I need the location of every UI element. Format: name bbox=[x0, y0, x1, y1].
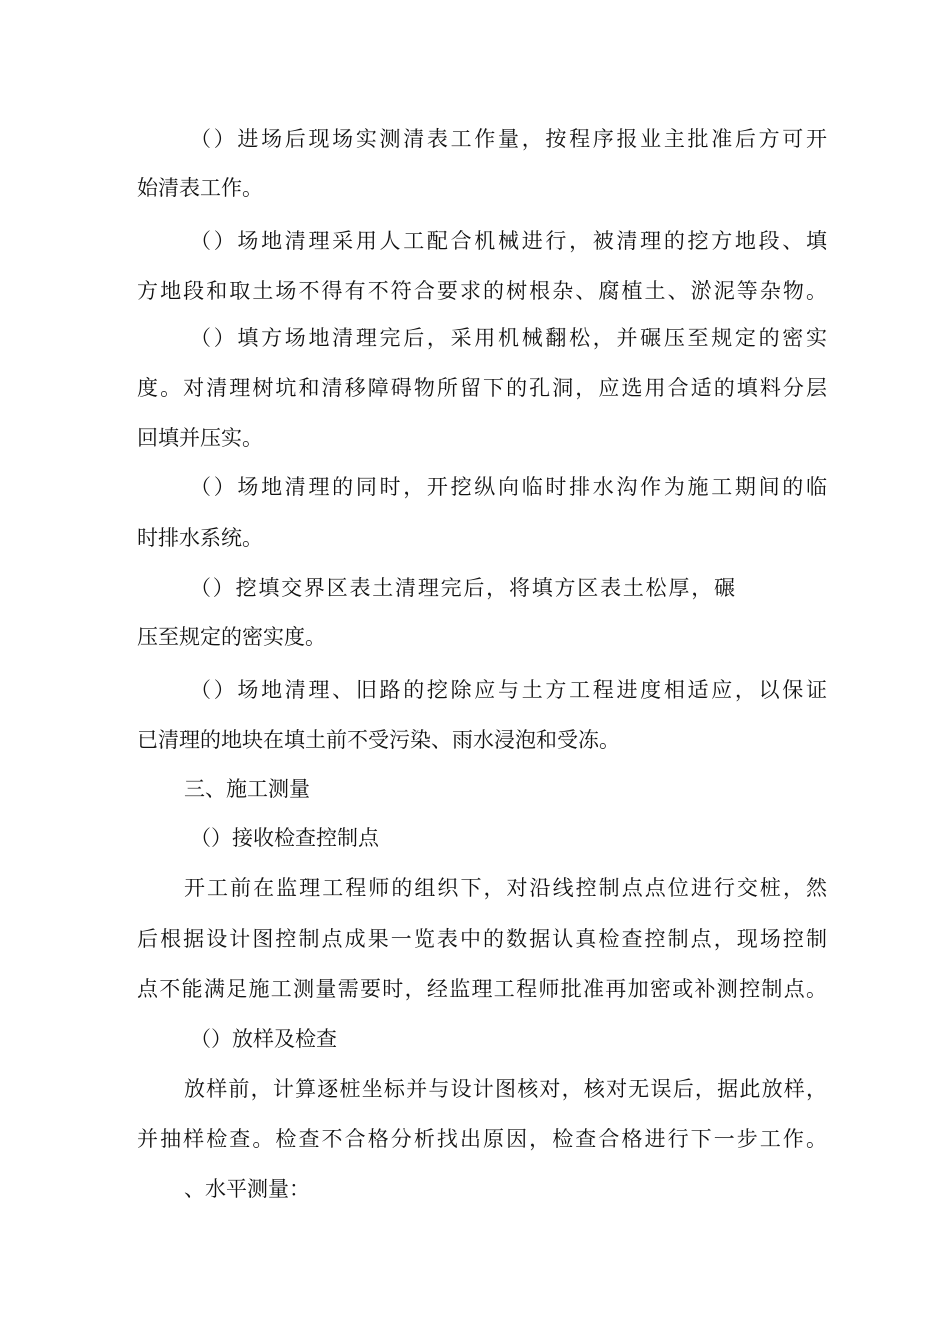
stakeout-line-2: 并抽样检查。检查不合格分析找出原因，检查合格进行下一步工作。 bbox=[137, 1127, 827, 1151]
paragraph-4-line-2: 时排水系统。 bbox=[137, 526, 263, 550]
paragraph-2-line-1: （）场地清理采用人工配合机械进行，被清理的挖方地段、填 bbox=[190, 229, 827, 253]
subheading-control-points: （）接收检查控制点 bbox=[190, 826, 379, 850]
paragraph-4-line-1: （）场地清理的同时，开挖纵向临时排水沟作为施工期间的临 bbox=[190, 475, 827, 499]
control-points-line-3: 点不能满足施工测量需要时，经监理工程师批准再加密或补测控制点。 bbox=[137, 977, 827, 1001]
paragraph-3-line-2: 度。对清理树坑和清移障碍物所留下的孔洞，应选用合适的填料分层 bbox=[137, 376, 827, 400]
paragraph-6-line-2: 已清理的地块在填土前不受污染、雨水浸泡和受冻。 bbox=[137, 728, 620, 752]
paragraph-5-line-2: 压至规定的密实度。 bbox=[137, 625, 326, 649]
control-points-line-1: 开工前在监理工程师的组织下，对沿线控制点点位进行交桩，然 bbox=[184, 876, 827, 900]
subheading-stakeout: （）放样及检查 bbox=[190, 1027, 337, 1051]
subheading-leveling: 、水平测量： bbox=[184, 1177, 310, 1201]
control-points-line-2: 后根据设计图控制点成果一览表中的数据认真检查控制点，现场控制 bbox=[137, 927, 827, 951]
section-heading: 三、施工测量 bbox=[184, 777, 310, 801]
paragraph-6-line-1: （）场地清理、旧路的挖除应与土方工程进度相适应，以保证 bbox=[190, 678, 827, 702]
paragraph-1-line-2: 始清表工作。 bbox=[137, 176, 263, 200]
stakeout-line-1: 放样前，计算逐桩坐标并与设计图核对，核对无误后，据此放样， bbox=[184, 1077, 827, 1101]
paragraph-1-line-1: （）进场后现场实测清表工作量，按程序报业主批准后方可开 bbox=[190, 127, 827, 151]
paragraph-5-line-1: （）挖填交界区表土清理完后，将填方区表土松厚，碾 bbox=[190, 576, 735, 600]
paragraph-2-line-2: 方地段和取土场不得有不符合要求的树根杂、腐植土、淤泥等杂物。 bbox=[137, 279, 827, 303]
paragraph-3-line-1: （）填方场地清理完后，采用机械翻松，并碾压至规定的密实 bbox=[190, 326, 827, 350]
paragraph-3-line-3: 回填并压实。 bbox=[137, 426, 263, 450]
